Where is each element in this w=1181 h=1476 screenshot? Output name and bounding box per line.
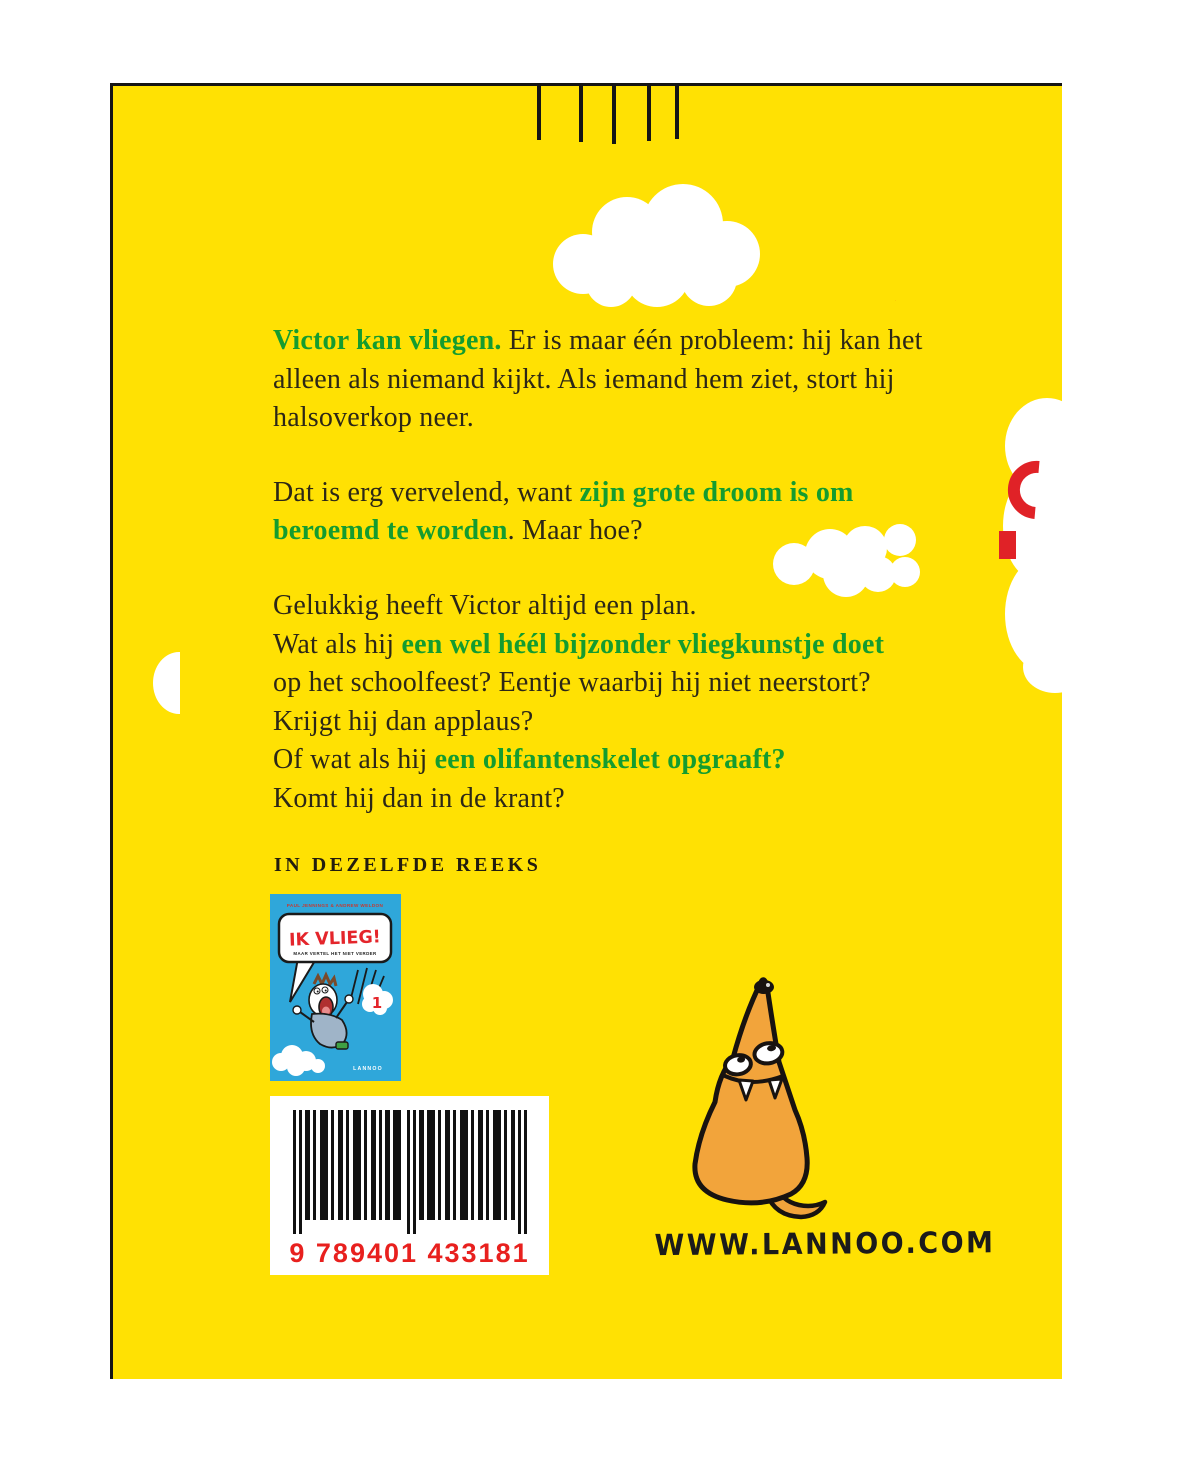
blurb-paragraph-2: Dat is erg vervelend, want zijn grote droom is om beroemd te worden. Maar hoe? — [273, 476, 854, 547]
dog-illustration — [675, 974, 845, 1214]
barcode-bars — [293, 1110, 527, 1234]
series-heading: IN DEZELFDE REEKS — [274, 854, 542, 876]
thumbnail-volume-number: 1 — [371, 994, 383, 1012]
highlight-text: een olifantenskelet opgraaft? — [434, 744, 786, 776]
cloud-icon — [153, 652, 180, 714]
highlight-text: zijn grote droom is om — [579, 476, 854, 508]
barcode-number: 9 789401 433181 — [289, 1238, 530, 1268]
tick-mark — [647, 86, 651, 141]
book-thumbnail-ik-vlieg-1 — [270, 894, 401, 1081]
tick-mark — [579, 86, 583, 142]
edge-cloud-with-number — [895, 301, 1065, 693]
book-back-cover — [110, 83, 1062, 1379]
website-url: WWW.LANNOO.COM — [654, 1226, 996, 1263]
tick-mark — [612, 86, 616, 144]
edge-number-partial: 2 — [895, 301, 896, 302]
cloud-icon — [541, 178, 763, 310]
highlight-text: beroemd te worden — [273, 515, 508, 547]
tick-mark — [675, 86, 679, 139]
blurb-paragraph-1: Victor kan vliegen. Er is maar één probleem: hij kan het alleen als niemand kijkt. Als iemand hem ziet, stort hij halsoverkop neer. — [273, 325, 923, 434]
thumbnail-title: IK VLIEG! — [288, 927, 382, 951]
thumbnail-publisher: LANNOO — [353, 1066, 383, 1072]
barcode — [270, 1096, 549, 1275]
thumbnail-authors: PAUL JENNINGS & ANDREW WELDON — [286, 903, 384, 908]
highlight-text: een wel héél bijzonder vliegkunstje doet — [401, 628, 885, 660]
thumbnail-subtitle: MAAR VERTEL HET NIET VERDER — [293, 951, 377, 956]
blurb-paragraph-3: Gelukkig heeft Victor altijd een plan. Wat als hij een wel héél bijzonder vliegkunstje doet op het schoolfeest? Eentje waarbij hij niet neerstort? Krijgt hij dan applaus? Of wat als hij een olifantenskelet opgraaft? Komt hij dan in de krant? — [273, 589, 885, 814]
blurb-text — [273, 322, 933, 855]
tick-mark — [537, 86, 541, 140]
highlight-text: Victor kan vliegen. — [273, 325, 502, 356]
